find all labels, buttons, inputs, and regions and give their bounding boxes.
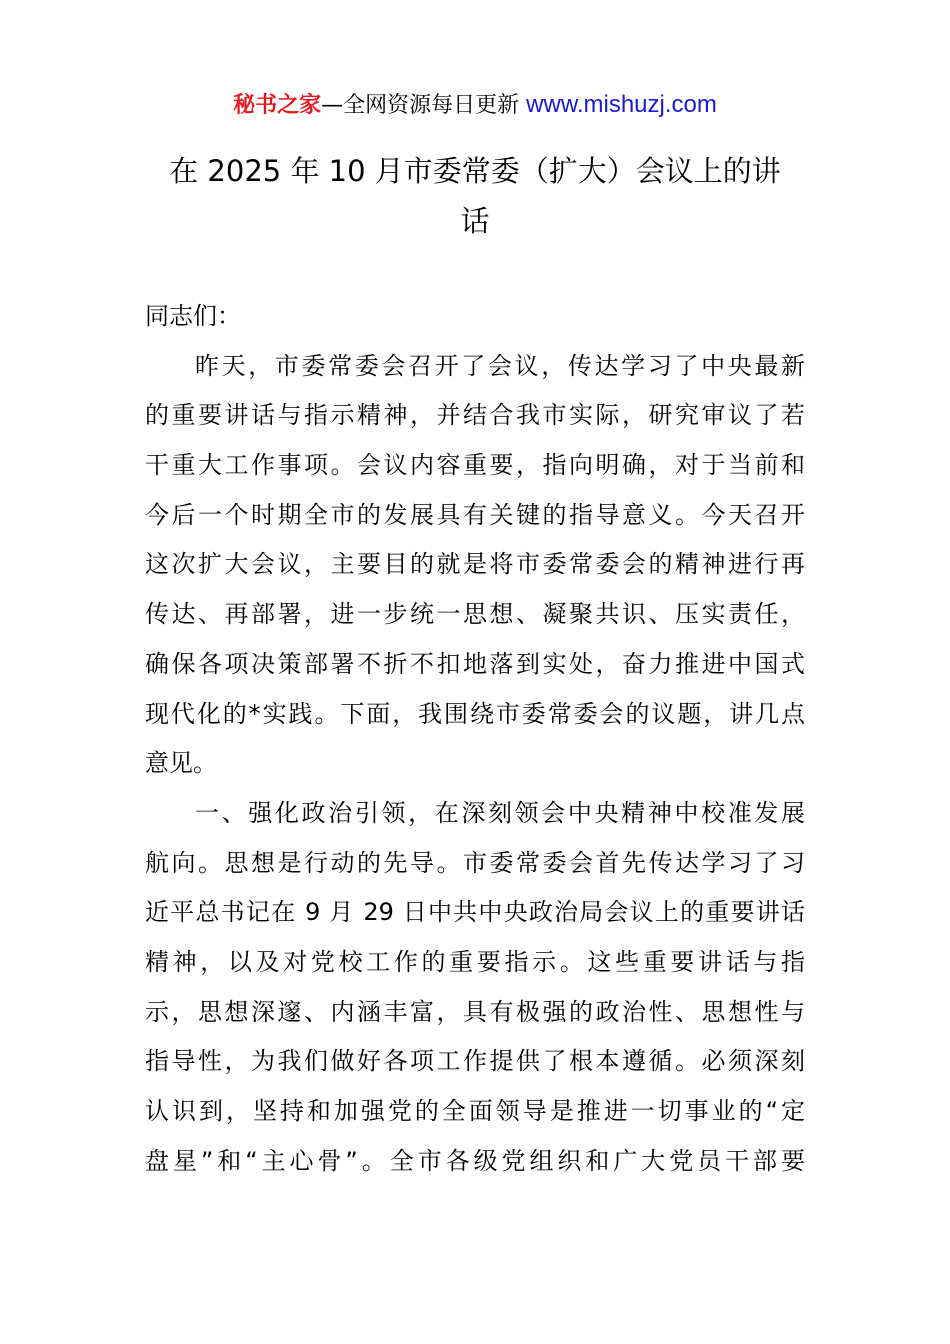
- document-body: [145, 292, 805, 1186]
- paragraph-line: 一、强化政治引领，在深刻领会中央精神中校准发展: [195, 798, 805, 827]
- paragraph-line: 盘星”和“主心骨”。全市各级党组织和广大党员干部要: [145, 1146, 805, 1175]
- paragraph-line: 意见。: [145, 749, 217, 778]
- paragraph-line: 示，思想深邃、内涵丰富，具有极强的政治性、思想性与: [145, 997, 805, 1026]
- paragraph-line: 干重大工作事项。会议内容重要，指向明确，对于当前和: [145, 451, 805, 480]
- brand-name: 秘书之家: [233, 93, 322, 118]
- title-line: 话: [460, 204, 490, 238]
- paragraph-line: 近平总书记在 9 月 29 日中共中央政治局会议上的重要讲话: [145, 898, 805, 927]
- salutation: 同志们：: [145, 302, 241, 330]
- site-header: [0, 88, 950, 123]
- paragraph-line: 指导性，为我们做好各项工作提供了根本遵循。必须深刻: [145, 1047, 805, 1076]
- site-url-link[interactable]: www.mishuzj.com: [526, 91, 717, 118]
- paragraph-line: 确保各项决策部署不折不扣地落到实处，奋力推进中国式: [145, 649, 805, 678]
- paragraph-line: 今后一个时期全市的发展具有关键的指导意义。今天召开: [145, 500, 805, 529]
- title-line: 在 2025 年 10 月市委常委（扩大）会议上的讲: [169, 154, 781, 188]
- paragraph-line: 现代化的*实践。下面，我围绕市委常委会的议题，讲几点: [145, 699, 805, 728]
- paragraph-line: 昨天，市委常委会召开了会议，传达学习了中央最新: [195, 351, 805, 380]
- paragraph-line: 精神，以及对党校工作的重要指示。这些重要讲话与指: [145, 947, 805, 976]
- paragraph-line: 的重要讲话与指示精神，并结合我市实际，研究审议了若: [145, 401, 805, 430]
- header-tagline: —全网资源每日更新: [321, 93, 527, 118]
- paragraph: [145, 342, 805, 789]
- paragraph-line: 认识到，坚持和加强党的全面领导是推进一切事业的“定: [145, 1097, 805, 1125]
- document-title: [140, 146, 810, 246]
- paragraph-line: 航向。思想是行动的先导。市委常委会首先传达学习了习: [145, 848, 805, 877]
- paragraph: [145, 789, 805, 1187]
- paragraph-line: 传达、再部署，进一步统一思想、凝聚共识、压实责任，: [145, 600, 805, 629]
- paragraph-line: 这次扩大会议，主要目的就是将市委常委会的精神进行再: [145, 550, 805, 579]
